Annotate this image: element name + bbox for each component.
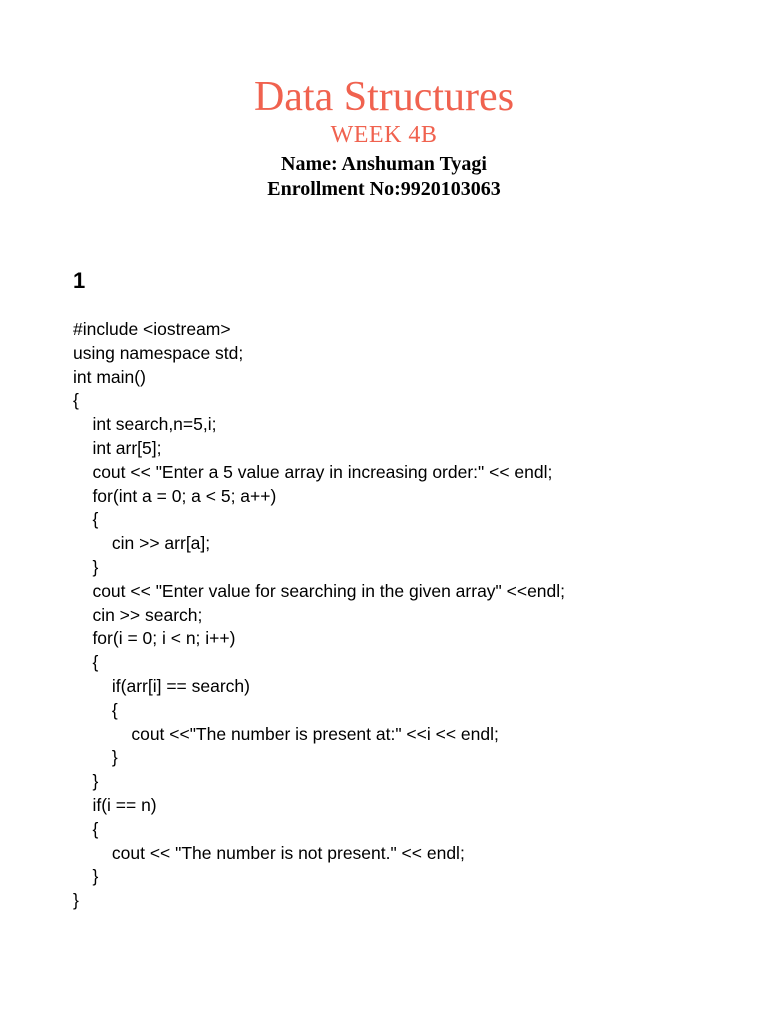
code-line: int search,n=5,i; xyxy=(73,414,217,435)
code-line: if(arr[i] == search) xyxy=(73,675,250,696)
code-line: cout << "The number is not present." << endl; xyxy=(73,842,465,863)
code-line: using namespace std; xyxy=(73,342,244,363)
code-line: } xyxy=(73,866,99,887)
code-line: cin >> arr[a]; xyxy=(73,533,211,554)
section-number: 1 xyxy=(73,268,86,293)
code-line: int main() xyxy=(73,366,146,387)
code-line: cout << "Enter a 5 value array in increasing order:" << endl; xyxy=(73,461,553,482)
code-line: #include <iostream> xyxy=(73,319,231,339)
code-block xyxy=(73,318,753,913)
code-line: } xyxy=(73,747,118,768)
code-line: { xyxy=(73,818,99,839)
code-line: cout << "Enter value for searching in the given array" <<endl; xyxy=(73,580,566,601)
code-line: for(i = 0; i < n; i++) xyxy=(73,628,236,649)
code-line: { xyxy=(73,390,79,411)
code-line: { xyxy=(73,699,118,720)
enrollment-number: Enrollment No:9920103063 xyxy=(267,178,501,200)
document-subtitle: WEEK 4B xyxy=(330,122,438,148)
code-line: { xyxy=(73,652,99,673)
code-line: cout <<"The number is present at:" <<i << endl; xyxy=(73,723,499,744)
code-line: cin >> search; xyxy=(73,604,203,625)
code-line: } xyxy=(73,771,99,792)
author-name: Name: Anshuman Tyagi xyxy=(281,153,487,175)
code-line: } xyxy=(73,556,99,577)
code-line: int arr[5]; xyxy=(73,437,162,458)
code-line: if(i == n) xyxy=(73,794,157,815)
code-line: } xyxy=(73,890,79,911)
code-line: { xyxy=(73,509,99,530)
code-line: for(int a = 0; a < 5; a++) xyxy=(73,485,277,506)
document-title: Data Structures xyxy=(253,74,515,120)
